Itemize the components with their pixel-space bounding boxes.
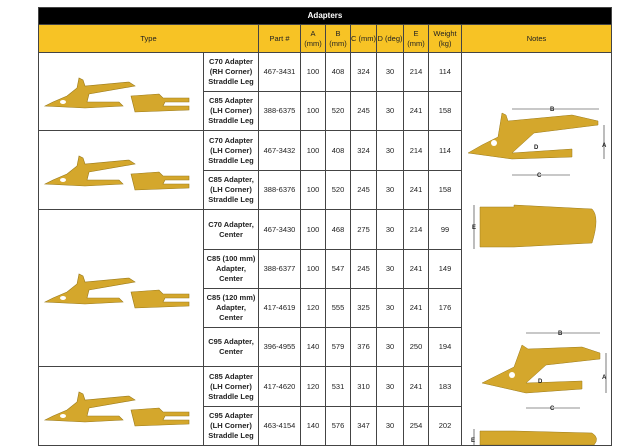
cell-part: 388-6377 xyxy=(259,250,301,289)
cell-w: 176 xyxy=(429,289,462,328)
side-view-diagram-2 xyxy=(482,331,607,412)
type-image-cell xyxy=(39,53,204,131)
cell-c: 347 xyxy=(351,407,377,446)
svg-text:C: C xyxy=(550,406,555,412)
svg-text:C: C xyxy=(537,173,542,179)
cell-b: 520 xyxy=(326,171,351,210)
cell-c: 325 xyxy=(351,289,377,328)
header-b: B (mm) xyxy=(326,25,351,53)
svg-text:E: E xyxy=(471,438,476,444)
top-view-diagram-2 xyxy=(471,429,597,445)
header-weight: Weight (kg) xyxy=(429,25,462,53)
cell-b: 579 xyxy=(326,328,351,367)
cell-a: 100 xyxy=(301,92,326,131)
cell-c: 310 xyxy=(351,367,377,407)
type-desc: C85 (120 mm) Adapter, Center xyxy=(204,289,259,328)
cell-w: 149 xyxy=(429,250,462,289)
svg-text:A: A xyxy=(602,143,607,149)
header-d: D (deg) xyxy=(377,25,404,53)
type-image-cell xyxy=(39,131,204,210)
dimension-diagram xyxy=(462,53,611,445)
cell-a: 140 xyxy=(301,328,326,367)
cell-w: 194 xyxy=(429,328,462,367)
cell-c: 245 xyxy=(351,250,377,289)
cell-a: 140 xyxy=(301,407,326,446)
cell-d: 30 xyxy=(377,328,404,367)
type-desc: C95 Adapter, Center xyxy=(204,328,259,367)
cell-b: 408 xyxy=(326,131,351,171)
cell-part: 417-4620 xyxy=(259,367,301,407)
cell-a: 100 xyxy=(301,171,326,210)
adapter-image xyxy=(39,212,199,364)
side-view-diagram xyxy=(468,107,607,179)
cell-c: 245 xyxy=(351,171,377,210)
type-desc: C85 Adapter, (LH Corner) Straddle Leg xyxy=(204,171,259,210)
cell-d: 30 xyxy=(377,250,404,289)
cell-c: 376 xyxy=(351,328,377,367)
cell-w: 202 xyxy=(429,407,462,446)
svg-text:B: B xyxy=(550,107,555,113)
cell-c: 275 xyxy=(351,210,377,250)
type-desc: C85 Adapter (LH Corner) Straddle Leg xyxy=(204,92,259,131)
cell-w: 158 xyxy=(429,92,462,131)
cell-e: 241 xyxy=(404,250,429,289)
header-part: Part # xyxy=(259,25,301,53)
cell-b: 547 xyxy=(326,250,351,289)
cell-a: 100 xyxy=(301,210,326,250)
type-desc: C85 Adapter (LH Corner) Straddle Leg xyxy=(204,367,259,407)
cell-d: 30 xyxy=(377,210,404,250)
cell-c: 245 xyxy=(351,92,377,131)
header-notes: Notes xyxy=(462,25,612,53)
cell-part: 417-4619 xyxy=(259,289,301,328)
cell-a: 100 xyxy=(301,131,326,171)
cell-b: 408 xyxy=(326,53,351,92)
cell-d: 30 xyxy=(377,131,404,171)
cell-d: 30 xyxy=(377,289,404,328)
adapter-image xyxy=(39,368,199,444)
cell-part: 467-3431 xyxy=(259,53,301,92)
cell-part: 396-4955 xyxy=(259,328,301,367)
cell-e: 214 xyxy=(404,53,429,92)
cell-e: 241 xyxy=(404,367,429,407)
cell-b: 555 xyxy=(326,289,351,328)
svg-text:D: D xyxy=(534,145,539,151)
header-c: C (mm) xyxy=(351,25,377,53)
cell-e: 241 xyxy=(404,92,429,131)
cell-part: 467-3430 xyxy=(259,210,301,250)
type-desc: C70 Adapter, Center xyxy=(204,210,259,250)
type-image-cell xyxy=(39,210,204,367)
cell-w: 183 xyxy=(429,367,462,407)
type-desc: C70 Adapter (RH Corner) Straddle Leg xyxy=(204,53,259,92)
cell-w: 114 xyxy=(429,53,462,92)
cell-a: 100 xyxy=(301,53,326,92)
cell-part: 388-6376 xyxy=(259,171,301,210)
header-a: A (mm) xyxy=(301,25,326,53)
cell-w: 158 xyxy=(429,171,462,210)
header-type: Type xyxy=(39,25,259,53)
cell-w: 99 xyxy=(429,210,462,250)
cell-b: 531 xyxy=(326,367,351,407)
cell-b: 520 xyxy=(326,92,351,131)
cell-d: 30 xyxy=(377,407,404,446)
type-desc: C95 Adapter (LH Corner) Straddle Leg xyxy=(204,407,259,446)
type-desc: C85 (100 mm) Adapter, Center xyxy=(204,250,259,289)
cell-d: 30 xyxy=(377,53,404,92)
table-row xyxy=(39,53,612,92)
type-image-cell xyxy=(39,367,204,446)
table-title: Adapters xyxy=(39,8,612,25)
cell-c: 324 xyxy=(351,53,377,92)
cell-e: 214 xyxy=(404,210,429,250)
cell-d: 30 xyxy=(377,92,404,131)
cell-a: 120 xyxy=(301,367,326,407)
adapter-image xyxy=(39,132,199,208)
header-e: E (mm) xyxy=(404,25,429,53)
cell-d: 30 xyxy=(377,367,404,407)
cell-e: 241 xyxy=(404,171,429,210)
cell-w: 114 xyxy=(429,131,462,171)
cell-b: 468 xyxy=(326,210,351,250)
top-view-diagram xyxy=(472,205,596,249)
adapter-image xyxy=(39,54,199,130)
cell-part: 463-4154 xyxy=(259,407,301,446)
adapters-table xyxy=(38,7,612,446)
cell-e: 214 xyxy=(404,131,429,171)
cell-part: 467-3432 xyxy=(259,131,301,171)
cell-e: 250 xyxy=(404,328,429,367)
notes-diagrams xyxy=(462,53,612,446)
cell-e: 254 xyxy=(404,407,429,446)
cell-a: 120 xyxy=(301,289,326,328)
type-desc: C70 Adapter (LH Corner) Straddle Leg xyxy=(204,131,259,171)
cell-b: 576 xyxy=(326,407,351,446)
cell-d: 30 xyxy=(377,171,404,210)
cell-a: 100 xyxy=(301,250,326,289)
svg-text:D: D xyxy=(538,379,543,385)
cell-part: 388-6375 xyxy=(259,92,301,131)
cell-e: 241 xyxy=(404,289,429,328)
svg-text:E: E xyxy=(472,225,477,231)
cell-c: 324 xyxy=(351,131,377,171)
svg-text:A: A xyxy=(602,375,607,381)
svg-text:B: B xyxy=(558,331,563,337)
